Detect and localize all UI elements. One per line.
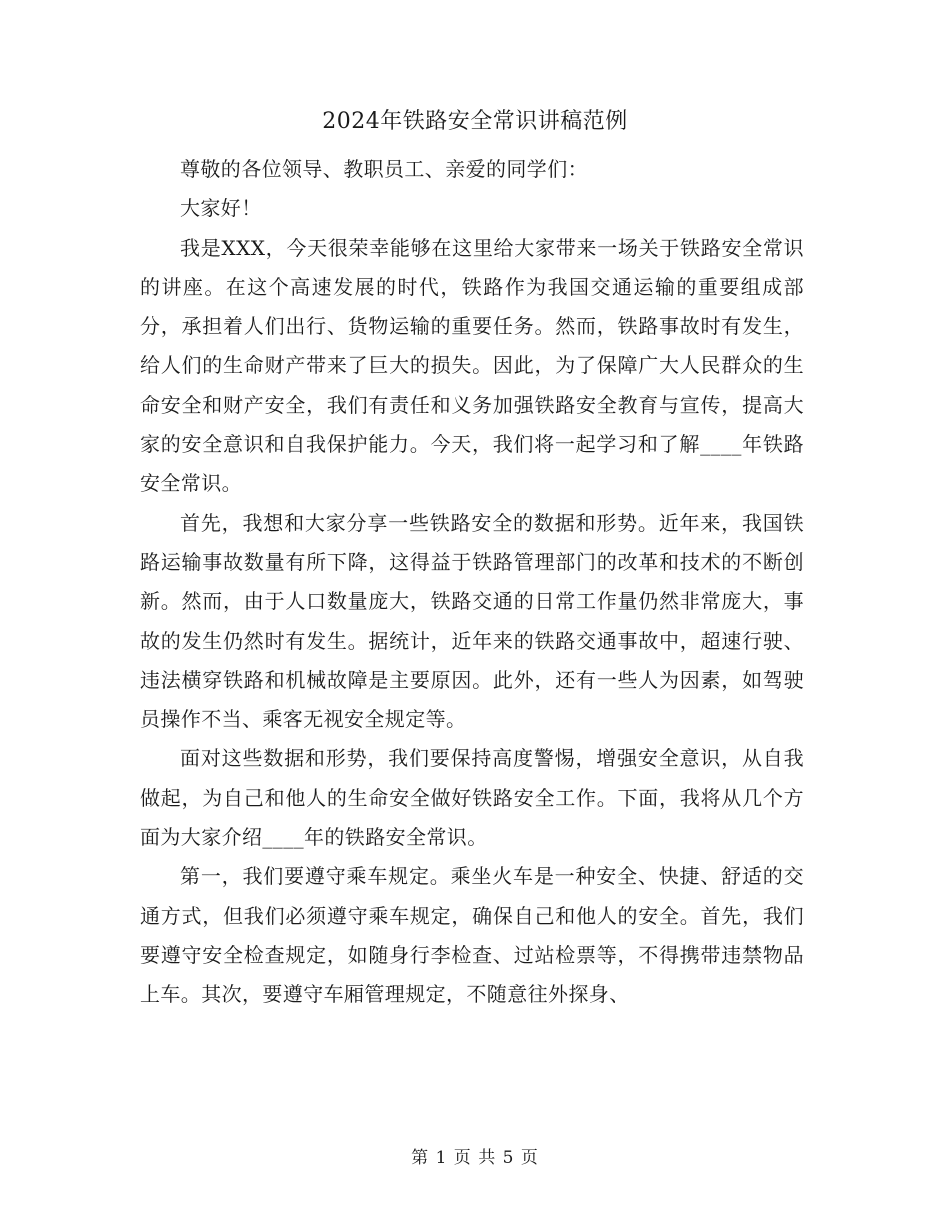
paragraph-hello: 大家好！ (180, 196, 262, 221)
document-title: 2024年铁路安全常识讲稿范例 (322, 109, 628, 134)
paragraph-data-situation: 首先，我想和大家分享一些铁路安全的数据和形势。近年来，我国铁路运输事故数量有所下降，这得益于铁路管理部门的改革和技术的不断创新。然而，由于人口数量庞大，铁路交通的日常工作量仍然非常庞大，事故的发生仍然时有发生。据统计，近年来的铁路交通事故中，超速行驶、违法横穿铁路和机械故障是主要原因。此外，还有一些人为因素，如驾驶员操作不当、乘客无视安全规定等。 (140, 510, 804, 732)
document-body (140, 150, 804, 1015)
paragraph-greeting: 尊敬的各位领导、教职员工、亲爱的同学们： (180, 157, 588, 181)
page-footer: 第 1 页 共 5 页 (411, 1148, 539, 1168)
paragraph-introduction: 我是XXX，今天很荣幸能够在这里给大家带来一场关于铁路安全常识的讲座。在这个高速发展的时代，铁路作为我国交通运输的重要组成部分，承担着人们出行、货物运输的重要任务。然而，铁路事故时有发生，给人们的生命财产带来了巨大的损失。因此，为了保障广大人民群众的生命安全和财产安全，我们有责任和义务加强铁路安全教育与宣传，提高大家的安全意识和自我保护能力。今天，我们将一起学习和了解____年铁路安全常识。 (140, 235, 804, 496)
paragraph-rule-one: 第一，我们要遵守乘车规定。乘坐火车是一种安全、快捷、舒适的交通方式，但我们必须遵守乘车规定，确保自己和他人的安全。首先，我们要遵守安全检查规定，如随身行李检查、过站检票等，不得携带违禁物品上车。其次，要遵守车厢管理规定，不随意往外探身、 (140, 864, 804, 1007)
paragraph-transition: 面对这些数据和形势，我们要保持高度警惕，增强安全意识，从自我做起，为自己和他人的生命安全做好铁路安全工作。下面，我将从几个方面为大家介绍____年的铁路安全常识。 (140, 746, 804, 850)
